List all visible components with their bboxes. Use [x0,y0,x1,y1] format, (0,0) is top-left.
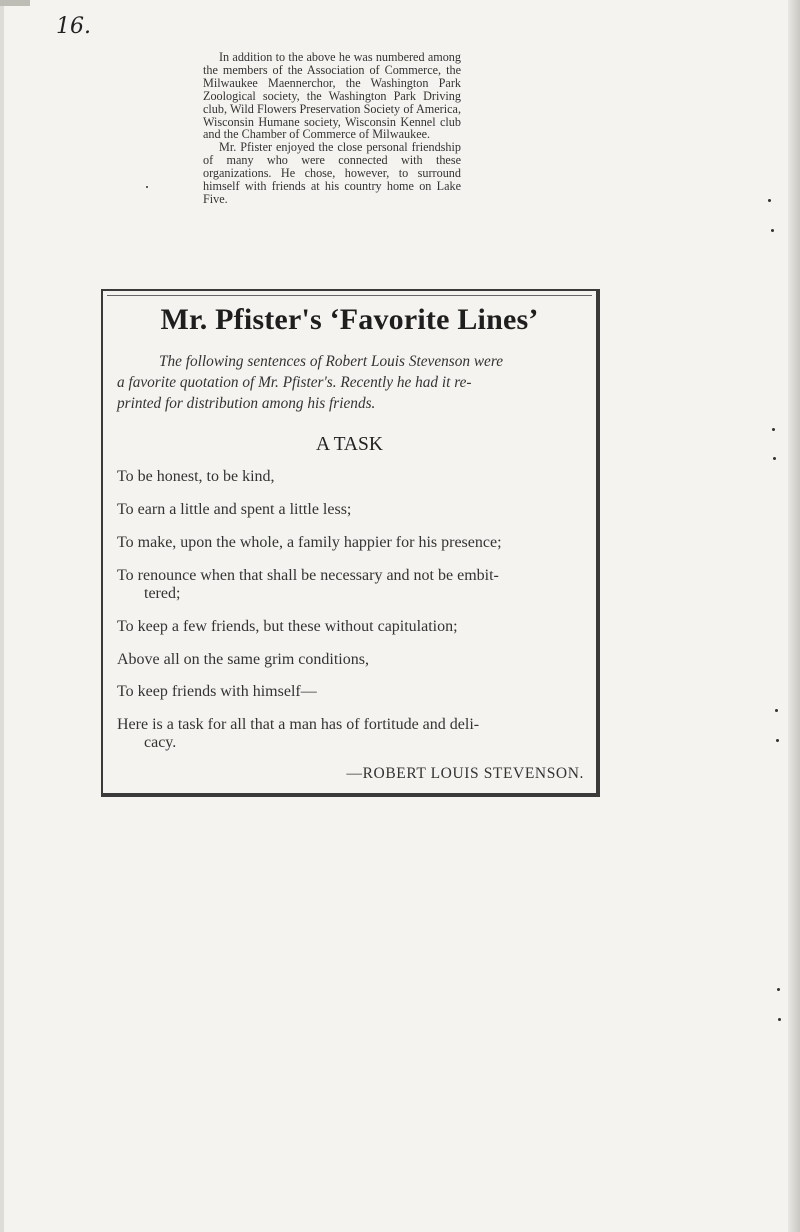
task-title: A TASK [316,434,383,455]
quote-intro-line: a favorite quotation of Mr. Pfister's. Recently he had it re- [117,374,472,391]
poem-line: To renounce when that shall be necessary and not be embit- [117,567,499,584]
intro-paragraph-2: Mr. Pfister enjoyed the close personal friendship of many who were connected with these organizations. He chose, however, to surround himself with friends at his country home on Lake Five. [203,140,461,206]
page-edge-left [0,0,4,1232]
poem-line: Here is a task for all that a man has of fortitude and deli- [117,716,480,733]
quote-intro-line: The following sentences of Robert Louis Stevenson were [159,353,503,370]
speck-mark [146,186,148,188]
poem-line: To keep friends with himself— [117,683,317,700]
corner-mark [0,0,30,6]
poem-line: To keep a few friends, but these without capitulation; [117,618,458,635]
speck-mark [768,199,771,202]
speck-mark [775,709,778,712]
attribution: —ROBERT LOUIS STEVENSON. [346,765,584,782]
poem-line-continuation: tered; [144,585,181,602]
speck-mark [778,1018,781,1021]
poem-line: To make, upon the whole, a family happier for his presence; [117,534,502,551]
speck-mark [771,229,774,232]
page-number: 16. [56,14,91,39]
poem-line: To be honest, to be kind, [117,468,275,485]
quote-intro [117,351,584,414]
speck-mark [776,739,779,742]
poem-line-continuation: cacy. [144,734,177,751]
poem-line: To earn a little and spent a little less; [117,501,352,518]
intro-paragraph-1: In addition to the above he was numbered among the members of the Association of Commerce, the Milwaukee Maennerchor, the Washington Park Zoological society, the Washington Park Driving club, Wild Flowers Preservation Society of America, Wisconsin Humane society, Wisconsin Kennel club and the Chamber of Commerce of Milwaukee. [203,50,461,142]
speck-mark [777,988,780,991]
quote-heading: Mr. Pfister's ‘Favorite Lines’ [160,303,539,336]
speck-mark [772,428,775,431]
poem-line: Above all on the same grim conditions, [117,651,369,668]
quote-intro-line: printed for distribution among his friends. [117,395,376,412]
page-edge-right [788,0,800,1232]
intro-column [203,51,461,206]
quote-box [101,289,600,797]
speck-mark [773,457,776,460]
